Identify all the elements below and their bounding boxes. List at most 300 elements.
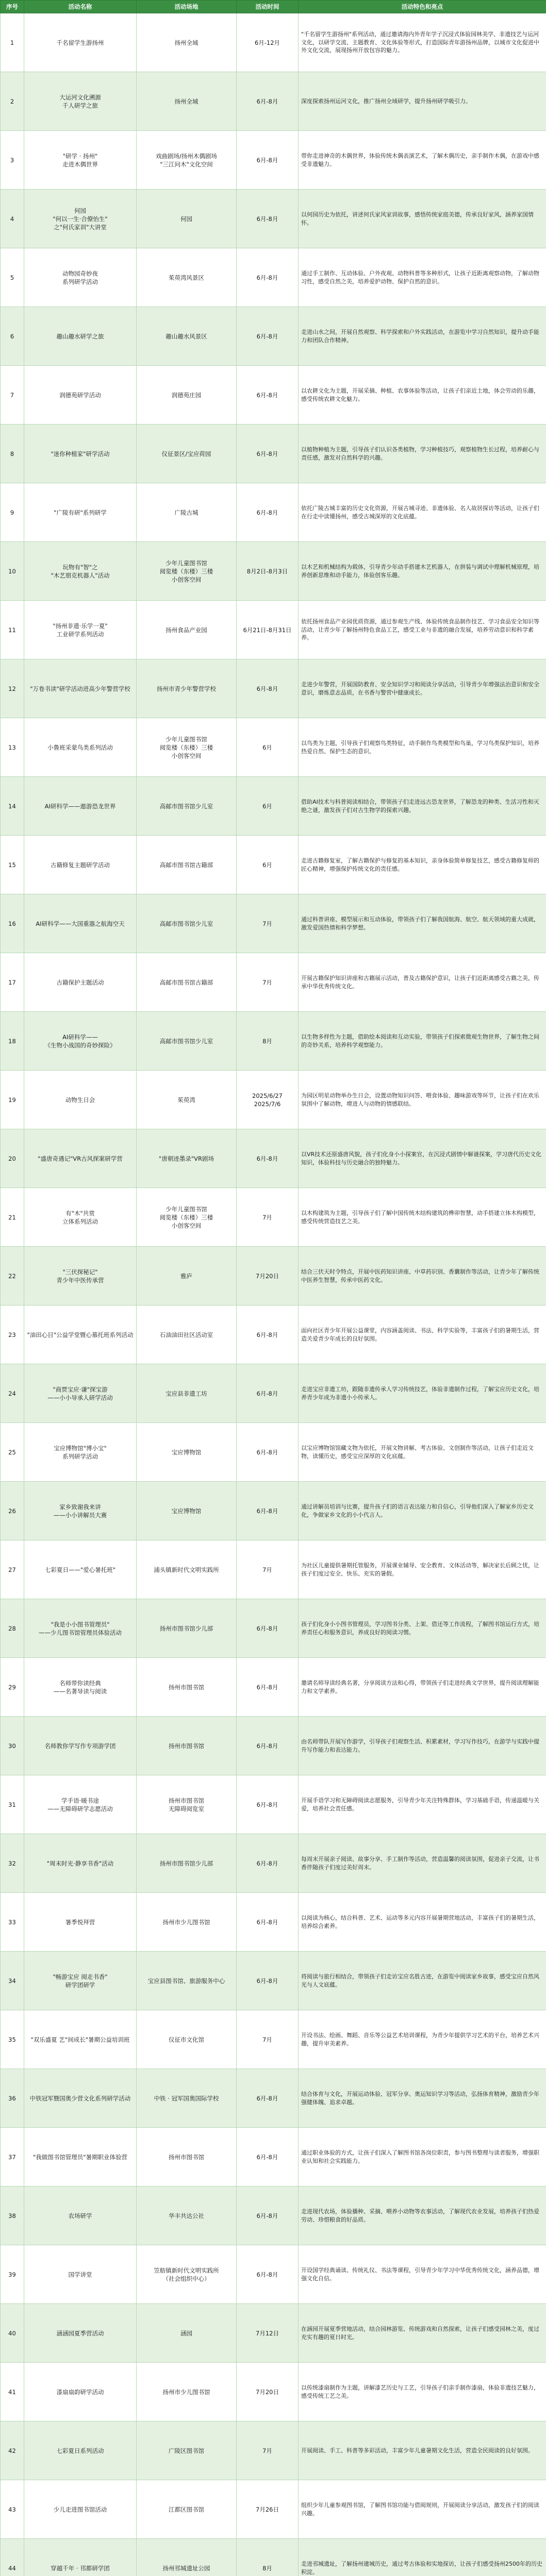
cell-activity-name-text: 农场研学	[68, 2212, 92, 2219]
cell-activity-name	[24, 1247, 137, 1306]
cell-feature-text: 借助AI技术与科普阅读相结合，带领孩子们走进远古恐龙世界，了解恐龙的种类、生活习性和灭绝之谜，激发孩子们对古生物学的探索兴趣。	[301, 798, 539, 814]
cell-no-text: 28	[8, 1624, 16, 1632]
cell-no-text: 40	[8, 2329, 16, 2337]
cell-feature	[299, 1129, 546, 1188]
cell-activity-name	[24, 1482, 137, 1540]
cell-time	[237, 1658, 299, 1717]
cell-venue-text: 仪征市文化馆	[169, 2036, 204, 2043]
cell-activity-name-text: 暑季悦拜营	[65, 1918, 95, 1926]
cell-feature	[299, 1952, 546, 2010]
cell-activity-name	[24, 2010, 137, 2069]
cell-feature	[299, 190, 546, 248]
cell-venue	[137, 1658, 237, 1717]
cell-activity-name-text: "万卷书读"研学活动进高少年警营学校	[30, 685, 130, 692]
cell-feature-text: 以何园历史为依托，讲述何氏家风家训故事，感悟传统家庭美德，传承良好家风，涵养家国情怀。	[301, 211, 534, 226]
cell-feature	[299, 1893, 546, 1952]
cell-activity-name	[24, 1306, 137, 1364]
table-row	[1, 131, 546, 190]
cell-time	[237, 542, 299, 601]
cell-feature	[299, 659, 546, 718]
cell-time	[237, 1952, 299, 2010]
table-row	[1, 2421, 546, 2480]
cell-time-text: 6月-8月	[256, 1624, 278, 1632]
cell-time	[237, 2539, 299, 2576]
cell-time-text: 6月-8月	[256, 2094, 278, 2102]
cell-time	[237, 1834, 299, 1893]
cell-activity-name	[24, 894, 137, 953]
cell-no-text: 32	[8, 1859, 16, 1867]
cell-no-text: 41	[8, 2388, 16, 2396]
cell-venue	[137, 2421, 237, 2480]
cell-venue-text: 少年儿童图书馆 阅览楼（东楼）三楼 小创客空间	[159, 1205, 213, 1229]
cell-time	[237, 1188, 299, 1247]
cell-time-text: 6月-12月	[254, 39, 280, 46]
cell-time-text: 6月-8月	[256, 450, 278, 457]
cell-feature	[299, 131, 546, 190]
cell-time	[237, 1717, 299, 1775]
cell-activity-name-text: 动物园奇妙夜 系列研学活动	[62, 269, 98, 285]
cell-venue-text: 少年儿童图书馆 阅览楼（东楼）三楼 小创客空间	[159, 559, 213, 583]
cell-no	[1, 2304, 24, 2363]
cell-time-text: 6月-8月	[256, 1918, 278, 1926]
cell-time	[237, 1129, 299, 1188]
cell-activity-name-text: 古籍保护主题活动	[56, 978, 104, 986]
cell-venue	[137, 1423, 237, 1482]
cell-activity-name	[24, 1658, 137, 1717]
cell-time-text: 7月20日	[256, 2388, 279, 2396]
cell-activity-name-text: "双乐盛夏 艺"间成长"暑期公益培训班	[30, 2036, 130, 2043]
cell-feature	[299, 2128, 546, 2187]
cell-venue-text: 广陵古城	[174, 509, 198, 516]
cell-activity-name-text: 国学讲堂	[68, 2270, 92, 2278]
cell-feature-text: 走进少年警营，开展国防教育、安全知识学习和阅读分享活动，引导青少年增强法治意识和安全意识，磨炼意志品质，在书香与警营中健康成长。	[301, 681, 539, 696]
cell-venue-text: 扬州市图书馆	[169, 1683, 204, 1691]
cell-no	[1, 2480, 24, 2539]
cell-no	[1, 425, 24, 483]
table-row	[1, 1188, 546, 1247]
cell-venue	[137, 777, 237, 836]
cell-activity-name-text: "扬州非遗·乐学一夏" 工业研学系列活动	[53, 622, 108, 638]
table-row	[1, 1952, 546, 2010]
cell-time	[237, 72, 299, 131]
cell-activity-name	[24, 2069, 137, 2128]
cell-activity-name	[24, 425, 137, 483]
cell-feature	[299, 366, 546, 425]
cell-activity-name-text: 中铁冠军暨国奥少营文化系列研学活动	[29, 2094, 131, 2102]
header-no: 序号	[1, 1, 24, 13]
cell-activity-name	[24, 1599, 137, 1658]
table-row	[1, 2245, 546, 2304]
cell-feature	[299, 1247, 546, 1306]
cell-time-text: 6月-8月	[256, 2270, 278, 2278]
cell-venue-text: 扬州市图书馆	[169, 2153, 204, 2161]
cell-feature-text: 邀请名师导读经典名著，分享阅读方法和心得，带领孩子们走进经典文学世界，提升阅读理解能力和文学素养。	[301, 1679, 539, 1694]
cell-no-text: 21	[8, 1213, 16, 1221]
cell-feature	[299, 2069, 546, 2128]
cell-time	[237, 2069, 299, 2128]
cell-feature-text: 依托广陵古城丰富的历史文化资源，开展古城寻迹、非遗体验、名人故居探访等活动，让孩子们在行走中读懂扬州，感受古城深厚的文化底蕴。	[301, 504, 539, 520]
cell-no	[1, 1599, 24, 1658]
table-row	[1, 2539, 546, 2576]
cell-no-text: 11	[8, 626, 16, 634]
table-row	[1, 953, 546, 1012]
cell-time	[237, 425, 299, 483]
cell-no	[1, 1012, 24, 1071]
cell-feature	[299, 1717, 546, 1775]
cell-venue-text: 扬州邗城遗址公园	[162, 2564, 210, 2572]
cell-feature	[299, 72, 546, 131]
cell-activity-name	[24, 1129, 137, 1188]
cell-feature	[299, 483, 546, 542]
cell-no	[1, 307, 24, 366]
cell-no	[1, 1540, 24, 1599]
cell-no-text: 1	[10, 39, 14, 46]
cell-no	[1, 1306, 24, 1364]
cell-time-text: 6月-8月	[256, 1859, 278, 1867]
cell-time-text: 6月-8月	[256, 1331, 278, 1338]
cell-venue	[137, 2480, 237, 2539]
cell-activity-name	[24, 1364, 137, 1423]
table-row	[1, 2010, 546, 2069]
cell-activity-name-text: "我做图书馆管理员"暑期职业体验营	[32, 2153, 128, 2161]
cell-feature-text: 面向社区青少年开展公益课堂，内容涵盖阅读、书法、科学实验等，丰富孩子们的暑期生活，营造关爱青少年成长的良好氛围。	[301, 1327, 539, 1342]
cell-activity-name	[24, 1540, 137, 1599]
cell-activity-name-text: "三伏探秘记" 青少年中医传承营	[56, 1268, 104, 1284]
cell-venue-text: 华丰共达公社	[169, 2212, 204, 2219]
cell-feature-text: 走进现代农场，体验播种、采摘、喂养小动物等农事活动，了解现代农业发展，培养孩子们热爱劳动、珍惜粮食的好品质。	[301, 2208, 539, 2223]
cell-no-text: 12	[8, 685, 16, 692]
cell-venue-text: 高邮市图书馆少儿室	[159, 802, 213, 810]
cell-venue-text: 高邮市图书馆古籍部	[159, 861, 213, 869]
cell-activity-name-text: 有"木"共赏 立体系列活动	[62, 1209, 98, 1225]
cell-time	[237, 248, 299, 307]
cell-activity-name	[24, 659, 137, 718]
cell-venue-text: 润德苑庄园	[171, 391, 202, 399]
table-row	[1, 2304, 546, 2363]
cell-no-text: 44	[8, 2564, 16, 2572]
cell-venue	[137, 1834, 237, 1893]
cell-venue-text: 笠舫镇新时代文明实践所 （社会组织中心）	[154, 2266, 219, 2282]
cell-no-text: 26	[8, 1507, 16, 1515]
cell-time-text: 6月-8月	[256, 509, 278, 516]
cell-venue-text: 戏曲剧场/扬州木偶剧场 "三江问木"文化空间	[156, 152, 217, 168]
cell-venue-text: 中铁 · 冠军国奥国际学校	[154, 2094, 219, 2102]
table-row	[1, 1247, 546, 1306]
cell-time-text: 6月-8月	[256, 1683, 278, 1691]
cell-feature	[299, 1423, 546, 1482]
cell-feature-text: 深度探索扬州运河文化，推广扬州全域研学，提升扬州研学吸引力。	[301, 97, 471, 105]
cell-feature-text: 依托扬州食品产业园优质资源，通过参观生产线、体验传统食品制作技艺、学习食品安全知识等活动，让青少年了解扬州特色食品工艺，感受工业与非遗的融合发展，培养劳动意识和科学素养。	[301, 618, 539, 641]
table-row	[1, 1717, 546, 1775]
cell-venue	[137, 425, 237, 483]
cell-activity-name	[24, 2539, 137, 2576]
cell-feature-text: 通过手工制作、互动体验、户外夜观、动物科普等多种形式，让孩子近距离观察动物，了解动物习性，感受自然之美，培养爱护动物、保护自然的意识。	[301, 269, 539, 285]
cell-venue-text: 何园	[180, 215, 192, 223]
cell-no	[1, 718, 24, 777]
cell-time-text: 7月26日	[256, 2505, 279, 2513]
cell-no	[1, 2421, 24, 2480]
cell-venue	[137, 13, 237, 72]
cell-activity-name	[24, 1834, 137, 1893]
cell-venue	[137, 366, 237, 425]
cell-venue-text: 浦头镇新时代文明实践所	[154, 1566, 219, 1573]
cell-venue	[137, 1188, 237, 1247]
cell-no	[1, 601, 24, 659]
cell-venue	[137, 1364, 237, 1423]
cell-no	[1, 1952, 24, 2010]
cell-feature-text: 以木艺和机械结构为载体，引导青少年动手搭建木艺机器人，在拼装与调试中理解机械原理，培养创新思维和动手能力，体验创客乐趣。	[301, 563, 539, 579]
cell-no-text: 27	[8, 1566, 16, 1573]
cell-activity-name	[24, 2421, 137, 2480]
cell-activity-name-text: "迷你种植家"研学活动	[51, 450, 110, 457]
cell-venue-text: 仪征景区/宝应荷园	[161, 450, 211, 457]
cell-no-text: 37	[8, 2153, 16, 2161]
cell-feature	[299, 2421, 546, 2480]
cell-no-text: 2	[10, 97, 14, 105]
cell-no-text: 29	[8, 1683, 16, 1691]
cell-feature-text: 走进古籍修复室，了解古籍保护与修复的基本知识，亲身体验简单修复技艺，感受古籍修复师的匠心精神，增强保护传统文化的责任感。	[301, 857, 539, 872]
cell-time	[237, 131, 299, 190]
cell-no-text: 14	[8, 802, 16, 810]
cell-time-text: 6月-8月	[256, 391, 278, 399]
cell-time	[237, 1306, 299, 1364]
cell-activity-name	[24, 2304, 137, 2363]
cell-feature	[299, 13, 546, 72]
cell-time-text: 7月	[262, 978, 272, 986]
table-row	[1, 1012, 546, 1071]
cell-venue-text: 扬州食品产业园	[166, 626, 207, 634]
table-row	[1, 190, 546, 248]
cell-feature-text: 以宝应博物馆馆藏文物为依托，开展文物讲解、考古体验、文创制作等活动，让孩子们走近文物，读懂历史，感受宝应深厚的文化底蕴。	[301, 1444, 534, 1460]
table-row	[1, 1834, 546, 1893]
cell-venue	[137, 1129, 237, 1188]
table-row	[1, 1775, 546, 1834]
cell-venue-text: 扬州全域	[174, 39, 198, 46]
cell-feature-text: 组织少年儿童参观图书馆，了解图书馆功能与借阅规则，开展阅读分享活动，激发孩子们的阅读兴趣。	[301, 2501, 539, 2517]
table-row	[1, 248, 546, 307]
cell-no-text: 19	[8, 1096, 16, 1104]
cell-activity-name	[24, 131, 137, 190]
table-row	[1, 2363, 546, 2421]
cell-activity-name	[24, 307, 137, 366]
cell-no-text: 35	[8, 2036, 16, 2043]
table-row	[1, 1893, 546, 1952]
cell-no	[1, 894, 24, 953]
cell-time	[237, 836, 299, 894]
cell-no	[1, 2245, 24, 2304]
cell-time-text: 8月2日-8月3日	[246, 567, 288, 575]
cell-venue-text: 少年儿童图书馆 阅览楼（东楼）三楼 小创客空间	[159, 735, 213, 759]
cell-no	[1, 2187, 24, 2245]
cell-venue	[137, 836, 237, 894]
cell-feature	[299, 2187, 546, 2245]
cell-feature-text: 结合三伏天时令特点，开展中医药知识讲座、中草药识别、香囊制作等活动，让青少年了解传统中医养生智慧，传承中医药文化。	[301, 1268, 539, 1283]
cell-no-text: 23	[8, 1331, 16, 1338]
cell-activity-name-text: 少儿走进图书馆活动	[53, 2505, 107, 2513]
cell-no-text: 38	[8, 2212, 16, 2219]
cell-venue-text: 宝应博物馆	[171, 1507, 202, 1515]
cell-feature-text: 开设国学经典诵读、传统礼仪、书法等课程，引导青少年学习中华优秀传统文化，涵养品德，增强文化自信。	[301, 2266, 539, 2282]
cell-time	[237, 777, 299, 836]
cell-no	[1, 1834, 24, 1893]
cell-no	[1, 13, 24, 72]
cell-venue	[137, 1540, 237, 1599]
cell-activity-name-text: 名师带你读经典 ——名著导读与阅读	[53, 1679, 107, 1695]
cell-time	[237, 2128, 299, 2187]
cell-feature-text: 以植物种植为主题，引导孩子们认识各类植物，学习种植技巧，观察植物生长过程，培养耐心与责任感，激发对自然科学的兴趣。	[301, 446, 539, 461]
cell-venue	[137, 1952, 237, 2010]
cell-venue	[137, 1717, 237, 1775]
table-row	[1, 601, 546, 659]
cell-venue	[137, 2069, 237, 2128]
cell-no-text: 36	[8, 2094, 16, 2102]
cell-venue	[137, 718, 237, 777]
cell-no	[1, 2010, 24, 2069]
cell-no-text: 43	[8, 2505, 16, 2513]
cell-no-text: 3	[10, 156, 14, 164]
cell-activity-name	[24, 248, 137, 307]
cell-time-text: 7月20日	[256, 1272, 279, 1280]
cell-no-text: 22	[8, 1272, 16, 1280]
cell-time	[237, 13, 299, 72]
cell-venue-text: 雅庐	[180, 1272, 192, 1280]
cell-feature-text: 通过讲解员培训与比赛，提升孩子们的语言表达能力和自信心，引导他们深入了解家乡历史文化，争做家乡文化的小小代言人。	[301, 1503, 534, 1518]
cell-no	[1, 1071, 24, 1129]
cell-activity-name-text: "研学 · 扬州" 走进木偶世界	[62, 152, 98, 168]
cell-time	[237, 483, 299, 542]
cell-no-text: 9	[10, 509, 14, 516]
cell-activity-name-text: 大运河文化溯源 千人研学之旅	[59, 93, 101, 109]
cell-venue	[137, 1893, 237, 1952]
cell-venue	[137, 2539, 237, 2576]
cell-venue-text: 扬州市图书馆	[169, 1742, 204, 1750]
cell-activity-name	[24, 72, 137, 131]
cell-venue	[137, 248, 237, 307]
cell-feature	[299, 1364, 546, 1423]
cell-venue-text: 高邮市图书馆少儿室	[159, 920, 213, 927]
cell-feature	[299, 1834, 546, 1893]
cell-activity-name-text: AI研科学——大国重器之航海空天	[36, 920, 125, 927]
cell-activity-name-text: 何园 "何以一生·合僚怡生" 之"何氏家训"大讲堂	[53, 207, 108, 231]
cell-venue-text: 扬州全域	[174, 97, 198, 105]
cell-time-text: 8月	[262, 1037, 272, 1045]
table-row	[1, 366, 546, 425]
cell-activity-name-text: 玩物有"智"之 "木艺朋克机器人"活动	[51, 563, 110, 579]
cell-activity-name-text: 千名留学生游扬州	[56, 39, 104, 46]
cell-no	[1, 131, 24, 190]
cell-venue	[137, 2304, 237, 2363]
table-row	[1, 307, 546, 366]
cell-no	[1, 190, 24, 248]
cell-time-text: 7月	[262, 2036, 272, 2043]
cell-activity-name-text: 小鲁班采蒙鸟类系列活动	[47, 743, 113, 751]
cell-venue	[137, 1775, 237, 1834]
cell-feature	[299, 2539, 546, 2576]
cell-no	[1, 836, 24, 894]
cell-time-text: 6月-8月	[256, 215, 278, 223]
cell-no	[1, 777, 24, 836]
cell-no-text: 34	[8, 1977, 16, 1985]
cell-venue	[137, 483, 237, 542]
cell-activity-name	[24, 1952, 137, 2010]
cell-time	[237, 1012, 299, 1071]
table-row	[1, 1540, 546, 1599]
cell-activity-name-text: 宝应博物馆"博小宝" 系列研学活动	[54, 1444, 107, 1460]
cell-no	[1, 1188, 24, 1247]
table-body	[1, 13, 546, 2576]
cell-feature	[299, 894, 546, 953]
cell-time-text: 6月-8月	[256, 2212, 278, 2219]
cell-activity-name	[24, 1717, 137, 1775]
cell-activity-name-text: 学手语·暖书途 ——无障碍研学志愿活动	[47, 1797, 113, 1812]
cell-activity-name-text: "我是小小图书管理员" ——少儿图书馆管理员体验活动	[39, 1620, 122, 1636]
cell-feature	[299, 1188, 546, 1247]
table-row	[1, 1658, 546, 1717]
cell-feature-text: 以VR技术还原盛唐风貌，孩子们化身小小探案官，在沉浸式剧情中解谜探案，学习唐代历史文化知识，体验科技与历史融合的独特魅力。	[301, 1150, 542, 1166]
cell-activity-name	[24, 2245, 137, 2304]
cell-no-text: 42	[8, 2447, 16, 2454]
cell-time	[237, 1893, 299, 1952]
cell-venue-text: 高邮市图书馆古籍部	[159, 978, 213, 986]
cell-time	[237, 953, 299, 1012]
cell-feature-text: 孩子们化身小小图书管理员，学习图书分类、上架、借还等工作流程，了解图书馆运行方式，培养责任心和服务意识，养成良好的阅读习惯。	[301, 1620, 539, 1636]
table-row	[1, 894, 546, 953]
cell-no	[1, 1129, 24, 1188]
cell-time	[237, 1423, 299, 1482]
header-name: 活动名称	[24, 1, 137, 13]
cell-feature-text: 在涵园开展夏季营地活动，结合园林游览、传统游戏和自然探索，让孩子们感受园林之美，度过充实有趣的夏日时光。	[301, 2325, 539, 2341]
table-row	[1, 1423, 546, 1482]
cell-feature	[299, 1482, 546, 1540]
cell-activity-name-text: 动物生日会	[65, 1096, 95, 1104]
cell-no-text: 17	[8, 978, 16, 986]
cell-venue-text: 茱萸湾风景区	[169, 274, 204, 281]
cell-venue-text: 江都区图书馆	[169, 2505, 204, 2513]
cell-activity-name-text: 穿越千年 · 邗都研学团	[51, 2564, 110, 2572]
cell-activity-name-text: "油田心目"公益学堂暨心慕托班系列活动	[27, 1331, 134, 1338]
header-feature: 活动特色和亮点	[299, 1, 546, 13]
cell-activity-name-text: 七彩夏日——"爱心暑托班"	[44, 1566, 116, 1573]
cell-time-text: 7月12日	[256, 2329, 279, 2337]
cell-venue-text: "唐朝迹墨录"VR剧场	[159, 1155, 214, 1162]
cell-feature	[299, 2480, 546, 2539]
cell-feature-text: 走进山水之间，开展自然观察、科学探索和户外实践活动，在游览中学习自然知识，提升动手能力和团队合作精神。	[301, 328, 539, 344]
cell-activity-name-text: 趣山趣水研学之旅	[56, 332, 104, 340]
cell-no-text: 31	[8, 1801, 16, 1808]
table-row	[1, 777, 546, 836]
cell-time-text: 6月-8月	[256, 274, 278, 281]
cell-activity-name	[24, 718, 137, 777]
cell-feature	[299, 542, 546, 601]
cell-no	[1, 542, 24, 601]
cell-activity-name-text: 润德苑研学活动	[59, 391, 101, 399]
cell-time	[237, 659, 299, 718]
cell-venue-text: 趣山趣水风景区	[166, 332, 207, 340]
cell-no-text: 30	[8, 1742, 16, 1750]
table-row	[1, 2069, 546, 2128]
cell-feature	[299, 2363, 546, 2421]
table-row	[1, 1129, 546, 1188]
cell-venue	[137, 72, 237, 131]
cell-feature-text: 带你走进神奇的木偶世界，体验传统木偶表演艺术，了解木偶历史，亲手制作木偶，在游戏中感受非遗魅力。	[301, 152, 539, 167]
cell-time	[237, 366, 299, 425]
cell-no-text: 18	[8, 1037, 16, 1045]
cell-activity-name	[24, 2363, 137, 2421]
cell-activity-name-text: "盛唐奇遇记"VR古风探案研学营	[38, 1155, 123, 1162]
cell-feature-text: 以生物多样性为主题，借助绘本阅读和互动实验，带领孩子们探索微观生物世界，了解生物之间的奇妙关系，培养科学观察能力。	[301, 1033, 539, 1048]
cell-activity-name-text: 古籍修复主题研学活动	[51, 861, 110, 869]
cell-no	[1, 1364, 24, 1423]
